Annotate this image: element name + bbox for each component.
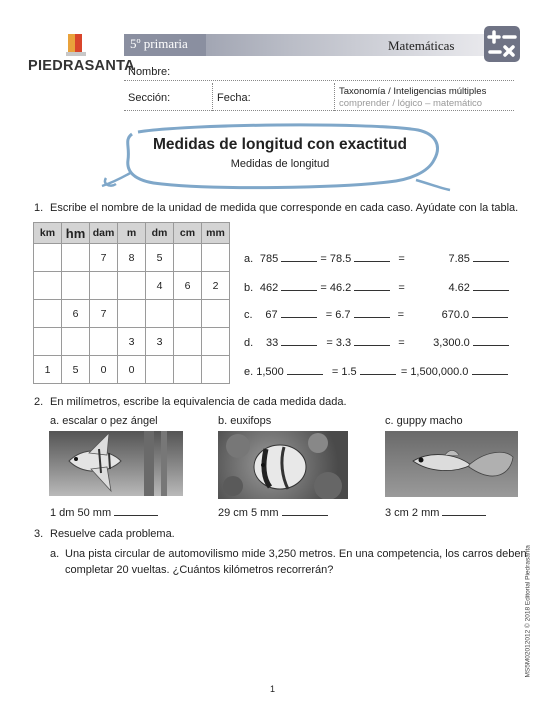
date-label: Fecha:: [217, 92, 251, 104]
table-row: [34, 300, 230, 328]
ex3-problem-line: Una pista circular de automovilismo mide 3,250 metros. En una competencia, los carros deben: [65, 548, 527, 560]
table-cell: [62, 244, 90, 272]
table-header: cm: [174, 223, 202, 244]
side-note-wrap: [518, 500, 532, 680]
table-cell: [146, 356, 174, 384]
item-value: 1,500,000.0: [410, 366, 469, 378]
header-divider: [212, 83, 214, 111]
units-table: [33, 222, 230, 384]
item-value: = 1.5: [331, 366, 357, 378]
fish-label: b. euxifops: [218, 415, 272, 427]
table-cell: [118, 300, 146, 328]
item-equals: =: [400, 366, 408, 378]
fish-label: a. escalar o pez ángel: [50, 415, 158, 427]
table-cell: [174, 328, 202, 356]
table-cell: 8: [118, 244, 146, 272]
table-cell: 7: [90, 300, 118, 328]
item-letter: c.: [244, 309, 253, 321]
table-cell: 0: [118, 356, 146, 384]
table-cell: 3: [118, 328, 146, 356]
worksheet-title: Medidas de longitud con exactitud: [152, 136, 408, 153]
taxonomy-label: Taxonomía / Inteligencias múltiples: [339, 86, 487, 97]
ex3-instruction: Resuelve cada problema.: [50, 528, 175, 540]
item-equals: =: [398, 282, 405, 294]
title-cloud-frame: [98, 118, 454, 196]
ex1-number: 1.: [34, 202, 44, 214]
item-value: 33: [266, 337, 279, 349]
table-cell: 6: [174, 272, 202, 300]
item-equals: =: [398, 337, 405, 349]
worksheet-subtitle: Medidas de longitud: [230, 158, 330, 170]
table-cell: [174, 244, 202, 272]
ex3-item-letter: a.: [50, 548, 60, 560]
fish-measure-b: [218, 506, 328, 519]
table-cell: [34, 300, 62, 328]
table-cell: [118, 272, 146, 300]
item-value: 1,500: [256, 366, 284, 378]
table-row: [34, 356, 230, 384]
grade-label: 5º primaria: [130, 36, 188, 51]
table-cell: [174, 300, 202, 328]
section-label: Sección:: [128, 92, 171, 104]
table-header-row: [34, 223, 230, 244]
answer-blank[interactable]: [472, 365, 508, 375]
table-header: mm: [202, 223, 230, 244]
item-value: 785: [259, 253, 279, 265]
answer-blank[interactable]: [114, 506, 158, 516]
copyright-note: MS5M02012012 © 2018 Editorial Piedrasanta: [524, 545, 532, 678]
table-cell: 0: [90, 356, 118, 384]
table-cell: [34, 244, 62, 272]
table-cell: [146, 300, 174, 328]
answer-blank[interactable]: [354, 252, 390, 262]
fish-measure-c: [385, 506, 486, 519]
euxifops-icon: [218, 431, 348, 499]
table-cell: [90, 328, 118, 356]
ex1-item-a: [244, 252, 509, 265]
item-value: 3,300.0: [433, 337, 470, 349]
item-value: 67: [265, 309, 278, 321]
measure-text: 1 dm 50 mm: [50, 507, 112, 519]
item-value: 462: [259, 282, 279, 294]
answer-blank[interactable]: [360, 365, 396, 375]
item-value: = 3.3: [326, 337, 352, 349]
header-bottom-line: [124, 110, 514, 111]
item-equals: =: [398, 253, 405, 265]
answer-area[interactable]: [50, 582, 510, 674]
table-header: dam: [90, 223, 118, 244]
answer-blank[interactable]: [472, 308, 508, 318]
table-cell: [202, 356, 230, 384]
answer-blank[interactable]: [473, 336, 509, 346]
plus-minus-times-icon: [484, 26, 520, 62]
measure-text: 29 cm 5 mm: [218, 507, 279, 519]
item-value: 670.0: [441, 309, 470, 321]
angelfish-photo: [49, 431, 183, 496]
math-symbols-box: [484, 26, 520, 62]
table-cell: 5: [146, 244, 174, 272]
piedrasanta-logo-icon: [62, 32, 90, 58]
table-cell: [202, 244, 230, 272]
taxonomy-value: comprender / lógico – matemático: [339, 98, 483, 109]
item-equals: =: [397, 309, 405, 321]
answer-blank[interactable]: [281, 252, 317, 262]
answer-blank[interactable]: [354, 308, 390, 318]
table-cell: 5: [62, 356, 90, 384]
item-letter: a.: [244, 253, 254, 265]
table-row: [34, 272, 230, 300]
answer-blank[interactable]: [282, 506, 328, 516]
table-cell: [34, 272, 62, 300]
table-cell: 6: [62, 300, 90, 328]
item-value: = 6.7: [325, 309, 351, 321]
header-divider: [334, 83, 336, 111]
table-cell: 1: [34, 356, 62, 384]
item-value: 4.62: [448, 282, 470, 294]
ex1-item-d: [244, 336, 509, 349]
answer-blank[interactable]: [281, 281, 317, 291]
answer-blank[interactable]: [287, 365, 323, 375]
ex3-problem-line: completar 20 vueltas. ¿Cuántos kilómetros recorrerán?: [65, 564, 334, 576]
ex1-instruction: Escribe el nombre de la unidad de medida que corresponde en cada caso. Ayúdate con la tabla.: [50, 202, 519, 214]
item-letter: e.: [244, 366, 254, 378]
guppy-photo: [385, 431, 518, 497]
page-number: 1: [270, 684, 276, 694]
ex2-number: 2.: [34, 396, 44, 408]
answer-blank[interactable]: [354, 336, 390, 346]
table-cell: [62, 272, 90, 300]
table-cell: 3: [146, 328, 174, 356]
table-header: dm: [146, 223, 174, 244]
table-cell: [34, 328, 62, 356]
item-letter: b.: [244, 282, 254, 294]
answer-blank[interactable]: [473, 252, 509, 262]
table-cell: [202, 300, 230, 328]
name-line[interactable]: [124, 80, 514, 81]
publisher-logo-text: PIEDRASANTA: [28, 58, 135, 74]
ex2-instruction: En milímetros, escribe la equivalencia de cada medida dada.: [50, 396, 347, 408]
table-cell: [174, 356, 202, 384]
table-row: [34, 244, 230, 272]
guppy-icon: [385, 431, 518, 497]
euxifops-photo: [218, 431, 348, 499]
item-value: = 46.2: [320, 282, 352, 294]
table-cell: [202, 328, 230, 356]
name-label: Nombre:: [128, 66, 171, 78]
item-value: = 78.5: [320, 253, 352, 265]
item-letter: d.: [244, 337, 254, 349]
answer-blank[interactable]: [281, 308, 317, 318]
table-cell: [90, 272, 118, 300]
answer-blank[interactable]: [473, 281, 509, 291]
ex1-item-b: [244, 281, 509, 294]
answer-blank[interactable]: [354, 281, 390, 291]
table-header: km: [34, 223, 62, 244]
answer-blank[interactable]: [281, 336, 317, 346]
table-row: [34, 328, 230, 356]
fish-label: c. guppy macho: [385, 415, 463, 427]
table-cell: [62, 328, 90, 356]
table-cell: 4: [146, 272, 174, 300]
fish-measure-a: [50, 506, 158, 519]
answer-blank[interactable]: [442, 506, 486, 516]
table-header: hm: [62, 223, 90, 244]
table-cell: 2: [202, 272, 230, 300]
ex1-item-c: [244, 308, 508, 321]
table-cell: 7: [90, 244, 118, 272]
ex1-item-e: [244, 365, 508, 378]
measure-text: 3 cm 2 mm: [385, 507, 440, 519]
table-header: m: [118, 223, 146, 244]
item-value: 7.85: [448, 253, 470, 265]
angelfish-icon: [49, 431, 183, 496]
subject-label: Matemáticas: [388, 38, 455, 53]
ex3-number: 3.: [34, 528, 44, 540]
